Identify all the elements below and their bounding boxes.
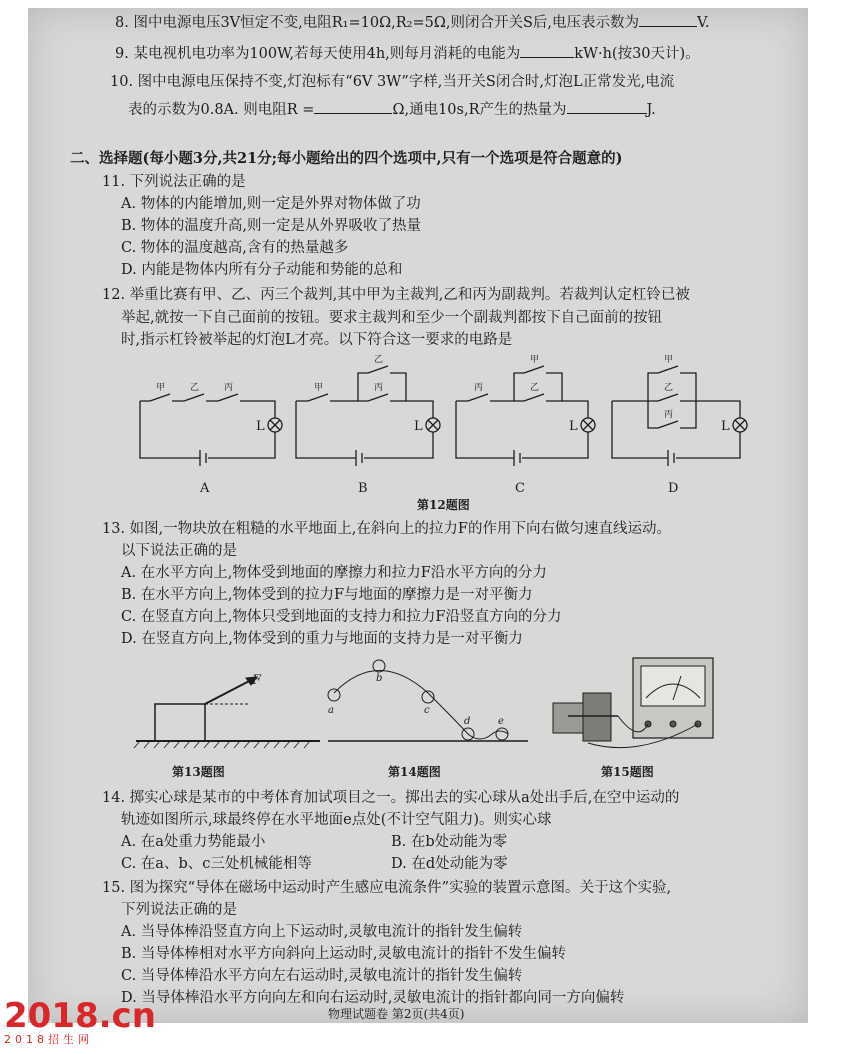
q12-line-3: 时,指示杠铃被举起的灯泡L才亮。以下符合这一要求的电路是 <box>121 332 513 348</box>
q15-option-c: C. 当导体棒沿水平方向左右运动时,灵敏电流计的指针发生偏转 <box>121 968 523 984</box>
q8-answer-blank[interactable] <box>639 12 697 27</box>
q8-unit: V. <box>697 15 710 31</box>
b-label-jia: 甲 <box>314 383 324 393</box>
q12-line-2: 举起,就按一下自己面前的按钮。要求主裁判和至少一个副裁判都按下自己面前的按钮 <box>121 310 663 326</box>
point-c-label: c <box>424 705 430 716</box>
d-label-jia: 甲 <box>664 355 674 365</box>
fig13-block-and-force <box>134 677 320 748</box>
a-label-bing: 丙 <box>224 383 234 393</box>
q9-unit: kW·h(按30天计)。 <box>574 46 700 62</box>
q15-option-a: A. 当导体棒沿竖直方向上下运动时,灵敏电流计的指针发生偏转 <box>121 924 523 940</box>
q9-text: 9. 某电视机电功率为100W,若每天使用4h,则每月消耗的电能为 <box>115 46 521 62</box>
option-label-d: D <box>668 481 679 496</box>
option-label-c: C <box>515 481 525 496</box>
site-watermark <box>4 998 156 1046</box>
q9-answer-blank[interactable] <box>520 43 574 58</box>
q14-line-2: 轨迹如图所示,球最终停在水平地面e点处(不计空气阻力)。则实心球 <box>121 812 552 828</box>
q11-stem: 11. 下列说法正确的是 <box>102 174 246 190</box>
watermark-logo-text: 2018.cn <box>4 996 156 1036</box>
b-label-yi: 乙 <box>374 355 384 365</box>
q13-caption: 第13题图 <box>172 765 225 779</box>
q15-caption: 第15题图 <box>601 765 654 779</box>
q12-circuit-figures <box>28 348 808 508</box>
b-lamp-label: L <box>414 419 423 434</box>
page-footer: 物理试题卷 第2页(共4页) <box>328 1007 465 1021</box>
circuit-c <box>456 366 595 466</box>
q8-text: 8. 图中电源电压3V恒定不变,电阻R₁=10Ω,R₂=5Ω,则闭合开关S后,电压表示数为 <box>115 15 639 31</box>
q15-option-b: B. 当导体棒相对水平方向斜向上运动时,灵敏电流计的指针不发生偏转 <box>121 946 566 962</box>
c-label-bing: 丙 <box>474 383 484 393</box>
watermark-subtitle: 2018招生网 <box>4 1033 93 1046</box>
d-lamp-label: L <box>721 419 730 434</box>
question-10-line-2 <box>128 99 656 120</box>
q11-option-a: A. 物体的内能增加,则一定是外界对物体做了功 <box>121 196 421 212</box>
q15-option-d: D. 当导体棒沿水平方向向左和向右运动时,灵敏电流计的指针都向同一方向偏转 <box>121 990 625 1006</box>
q14-option-d: D. 在d处动能为零 <box>391 856 508 872</box>
q11-option-d: D. 内能是物体内所有分子动能和势能的总和 <box>121 262 403 278</box>
figures-13-15 <box>28 648 808 763</box>
q14-caption: 第14题图 <box>388 765 441 779</box>
q14-option-a: A. 在a处重力势能最小 <box>121 834 266 850</box>
option-label-b: B <box>358 481 368 496</box>
point-b-label: b <box>376 673 383 684</box>
q13-option-a: A. 在水平方向上,物体受到地面的摩擦力和拉力F沿水平方向的分力 <box>121 565 547 581</box>
question-10-line-1: 10. 图中电源电压保持不变,灯泡标有“6V 3W”字样,当开关S闭合时,灯泡L正常发光,电流 <box>110 74 675 90</box>
a-label-jia: 甲 <box>156 383 166 393</box>
c-label-jia: 甲 <box>530 355 540 365</box>
point-e-label: e <box>498 716 504 727</box>
b-label-bing: 丙 <box>374 383 384 393</box>
q12-line-1: 12. 举重比赛有甲、乙、丙三个裁判,其中甲为主裁判,乙和丙为副裁判。若裁判认定杠铃已被 <box>102 287 690 303</box>
q15-line-1: 15. 图为探究“导体在磁场中运动时产生感应电流条件”实验的装置示意图。关于这个实验, <box>102 880 672 896</box>
q13-option-b: B. 在水平方向上,物体受到的拉力F与地面的摩擦力是一对平衡力 <box>121 587 533 603</box>
a-label-yi: 乙 <box>190 383 200 393</box>
q13-option-d: D. 在竖直方向上,物体受到的重力与地面的支持力是一对平衡力 <box>121 631 523 647</box>
q14-option-b: B. 在b处动能为零 <box>391 834 508 850</box>
question-9 <box>115 43 700 64</box>
q10-text-a: 表的示数为0.8A. 则电阻R = <box>128 102 315 118</box>
q11-option-b: B. 物体的温度升高,则一定是从外界吸收了热量 <box>121 218 421 234</box>
point-d-label: d <box>464 716 471 727</box>
q10-blank-r[interactable] <box>314 99 392 114</box>
q14-option-c: C. 在a、b、c三处机械能相等 <box>121 856 312 872</box>
c-lamp-label: L <box>569 419 578 434</box>
fig14-ball-trajectory <box>328 660 528 741</box>
section-2-title: 二、选择题(每小题3分,共21分;每小题给出的四个选项中,只有一个选项是符合题意的) <box>70 150 623 167</box>
q15-line-2: 下列说法正确的是 <box>121 902 237 918</box>
q13-option-c: C. 在竖直方向上,物体只受到地面的支持力和拉力F沿竖直方向的分力 <box>121 609 562 625</box>
q13-line-2: 以下说法正确的是 <box>121 543 237 559</box>
c-label-yi: 乙 <box>530 383 540 393</box>
q10-blank-heat[interactable] <box>567 99 647 114</box>
fig15-galvanometer-apparatus <box>553 658 713 748</box>
q14-line-1: 14. 掷实心球是某市的中考体育加试项目之一。掷出去的实心球从a处出手后,在空中运动的 <box>102 790 680 806</box>
question-8 <box>115 12 710 33</box>
exam-page <box>28 8 808 1023</box>
point-a-label: a <box>328 705 334 716</box>
q11-option-c: C. 物体的温度越高,含有的热量越多 <box>121 240 349 256</box>
force-f-label: F <box>252 673 262 688</box>
circuit-d <box>612 366 747 466</box>
option-label-a: A <box>200 481 210 496</box>
d-label-bing: 丙 <box>664 410 674 420</box>
q10-text-b: Ω,通电10s,R产生的热量为 <box>392 102 567 118</box>
d-label-yi: 乙 <box>664 383 674 393</box>
q10-text-c: J. <box>646 102 656 118</box>
q12-caption: 第12题图 <box>417 498 470 512</box>
a-lamp-label: L <box>256 419 265 434</box>
q13-line-1: 13. 如图,一物块放在粗糙的水平地面上,在斜向上的拉力F的作用下向右做匀速直线运动。 <box>102 521 671 537</box>
circuit-b <box>296 366 440 466</box>
